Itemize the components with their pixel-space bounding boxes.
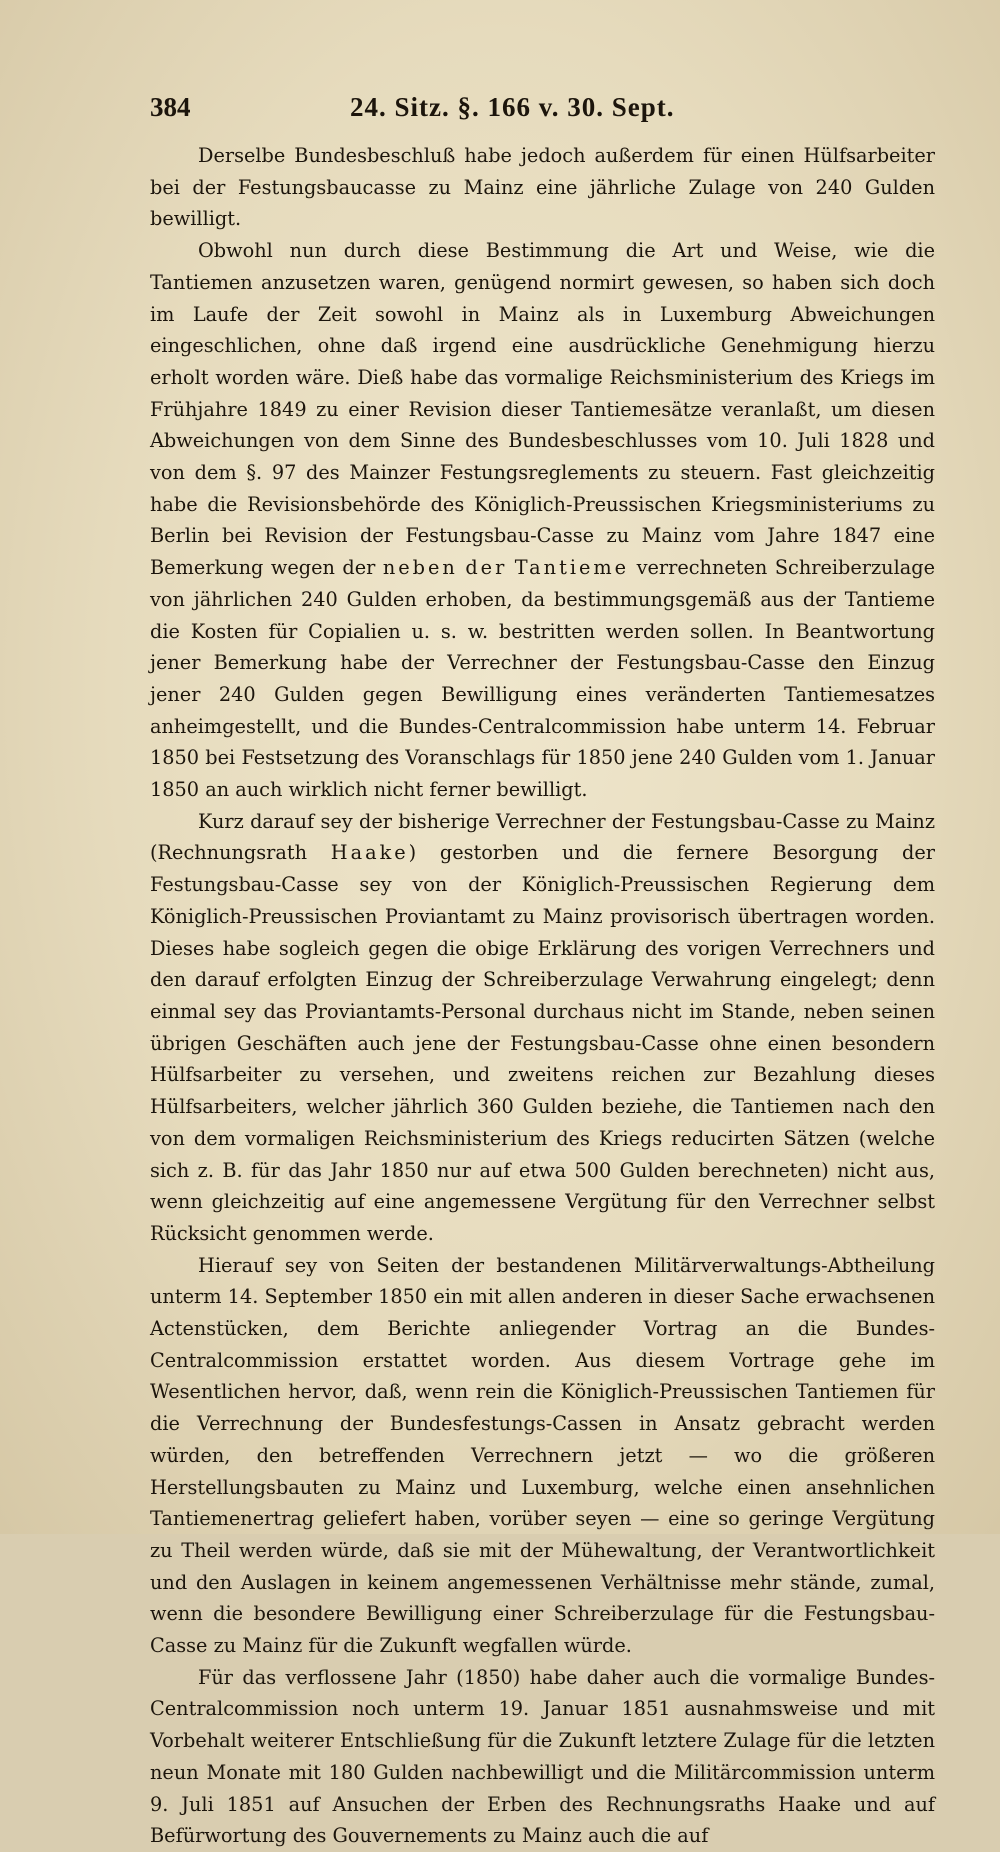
paragraph-4-text: Hierauf sey von Seiten der bestandenen Militärverwaltungs-Abtheilung unterm 14. September 1850 ein mit allen anderen in dieser Sache erwachsenen Actenstücken, dem Berichte anliegender Vortrag an die Bundes-Centralcommission erstattet worden. Aus diesem Vortrage gehe im Wesentlichen hervor, daß, wenn rein die Königlich-Preussischen Tantiemen für die Verrechnung der Bundesfestungs-Cassen in Ansatz gebracht werden würden, den betreffenden Verrechnern jetzt — wo die größeren Herstellungsbauten zu Mainz und Luxemburg, welche einen ansehnlichen Tantiemenertrag geliefert haben, vorüber seyen — eine so geringe Vergütung zu Theil werden würde, daß sie mit der Mühewaltung, der Verantwortlichkeit und den Auslagen in keinem angemessenen Verhältnisse mehr stände, zumal, wenn die besondere Bewilligung einer Schreiberzulage für die Festungsbau-Casse zu Mainz für die Zukunft wegfallen würde.: [150, 1253, 935, 1658]
paragraph-3-text-a: Kurz darauf sey der bisherige Verrechner der Festungsbau-Casse zu Mainz (Rechnungsrath: [150, 809, 935, 865]
page-number: 384: [150, 92, 191, 122]
body-text: [150, 140, 935, 1852]
paragraph-3-text-b: ) gestorben und die fernere Besorgung der Festungsbau-Casse sey von der Königlich-Preussischen Regierung dem Königlich-Preussischen Proviantamt zu Mainz provisorisch übertragen worden. Dieses habe sogleich gegen die obige Erklärung des vorigen Verrechners und den darauf erfolgten Einzug der Schreiberzulage Verwahrung eingelegt; denn einmal sey das Proviantamts-Personal durchaus nicht im Stande, neben seinen übrigen Geschäften auch jene der Festungsbau-Casse ohne einen besondern Hülfsarbeiter zu versehen, und zweitens reichen zur Bezahlung dieses Hülfsarbeiters, welcher jährlich 360 Gulden beziehe, die Tantiemen nach den von dem vormaligen Reichsministerium des Kriegs reducirten Sätzen (welche sich z. B. für das Jahr 1850 nur auf etwa 500 Gulden berechneten) nicht aus, wenn gleichzeitig auf eine angemessene Vergütung für den Verrechner selbst Rücksicht genommen werde.: [150, 841, 935, 1245]
page-header: [150, 92, 930, 126]
paragraph-3-spaced-a: Haake: [330, 841, 409, 865]
paragraph-2-text-a: Obwohl nun durch diese Bestimmung die Art und Weise, wie die Tantiemen anzusetzen waren, genügend normirt gewesen, so haben sich doch im Laufe der Zeit sowohl in Mainz als in Luxemburg Abweichungen eingeschlichen, ohne daß irgend eine ausdrückliche Genehmigung hierzu erholt worden wäre. Dieß habe das vormalige Reichsministerium des Kriegs im Frühjahre 1849 zu einer Revision dieser Tantiemesätze veranlaßt, um diesen Abweichungen von dem Sinne des Bundesbeschlusses vom 10. Juli 1828 und von dem §. 97 des Mainzer Festungsreglements zu steuern. Fast gleichzeitig habe die Revisionsbehörde des Königlich-Preussischen Kriegsministeriums zu Berlin bei Revision der Festungsbau-Casse zu Mainz vom Jahre 1847 eine Bemerkung wegen der: [150, 239, 935, 580]
paragraph-2-spaced-a: neben: [382, 556, 458, 580]
paragraph-5: [150, 1662, 935, 1852]
paragraph-2-spaced-b: Tantieme: [514, 556, 630, 580]
paragraph-3: [150, 806, 935, 1250]
paragraph-2-text-b: der: [465, 556, 508, 580]
paragraph-1: [150, 140, 935, 235]
running-head: 24. Sitz. §. 166 v. 30. Sept.: [350, 92, 675, 122]
paragraph-2: [150, 235, 935, 806]
paragraph-5-text: Für das verflossene Jahr (1850) habe daher auch die vormalige Bundes-Centralcommission noch unterm 19. Januar 1851 ausnahmsweise und mit Vorbehalt weiterer Entschließung für die Zukunft letztere Zulage für die letzten neun Monate mit 180 Gulden nachbewilligt und die Militärcommission unterm 9. Juli 1851 auf Ansuchen der Erben des Rechnungsraths Haake und auf Befürwortung des Gouvernements zu Mainz auch die auf: [150, 1665, 935, 1848]
paragraph-2-text-c: verrechneten Schreiberzulage von jährlichen 240 Gulden erhoben, da bestimmungsgemäß aus der Tantieme die Kosten für Copialien u. s. w. bestritten werden sollen. In Beantwortung jener Bemerkung habe der Verrechner der Festungsbau-Casse den Einzug jener 240 Gulden gegen Bewilligung eines veränderten Tantiemesatzes anheimgestellt, und die Bundes-Centralcommission habe unterm 14. Februar 1850 bei Festsetzung des Voranschlags für 1850 jene 240 Gulden vom 1. Januar 1850 an auch wirklich nicht ferner bewilligt.: [150, 556, 935, 802]
paragraph-4: [150, 1250, 935, 1662]
paragraph-1-text: Derselbe Bundesbeschluß habe jedoch außerdem für einen Hülfsarbeiter bei der Festungsbaucasse zu Mainz eine jährliche Zulage von 240 Gulden bewilligt.: [150, 144, 935, 231]
